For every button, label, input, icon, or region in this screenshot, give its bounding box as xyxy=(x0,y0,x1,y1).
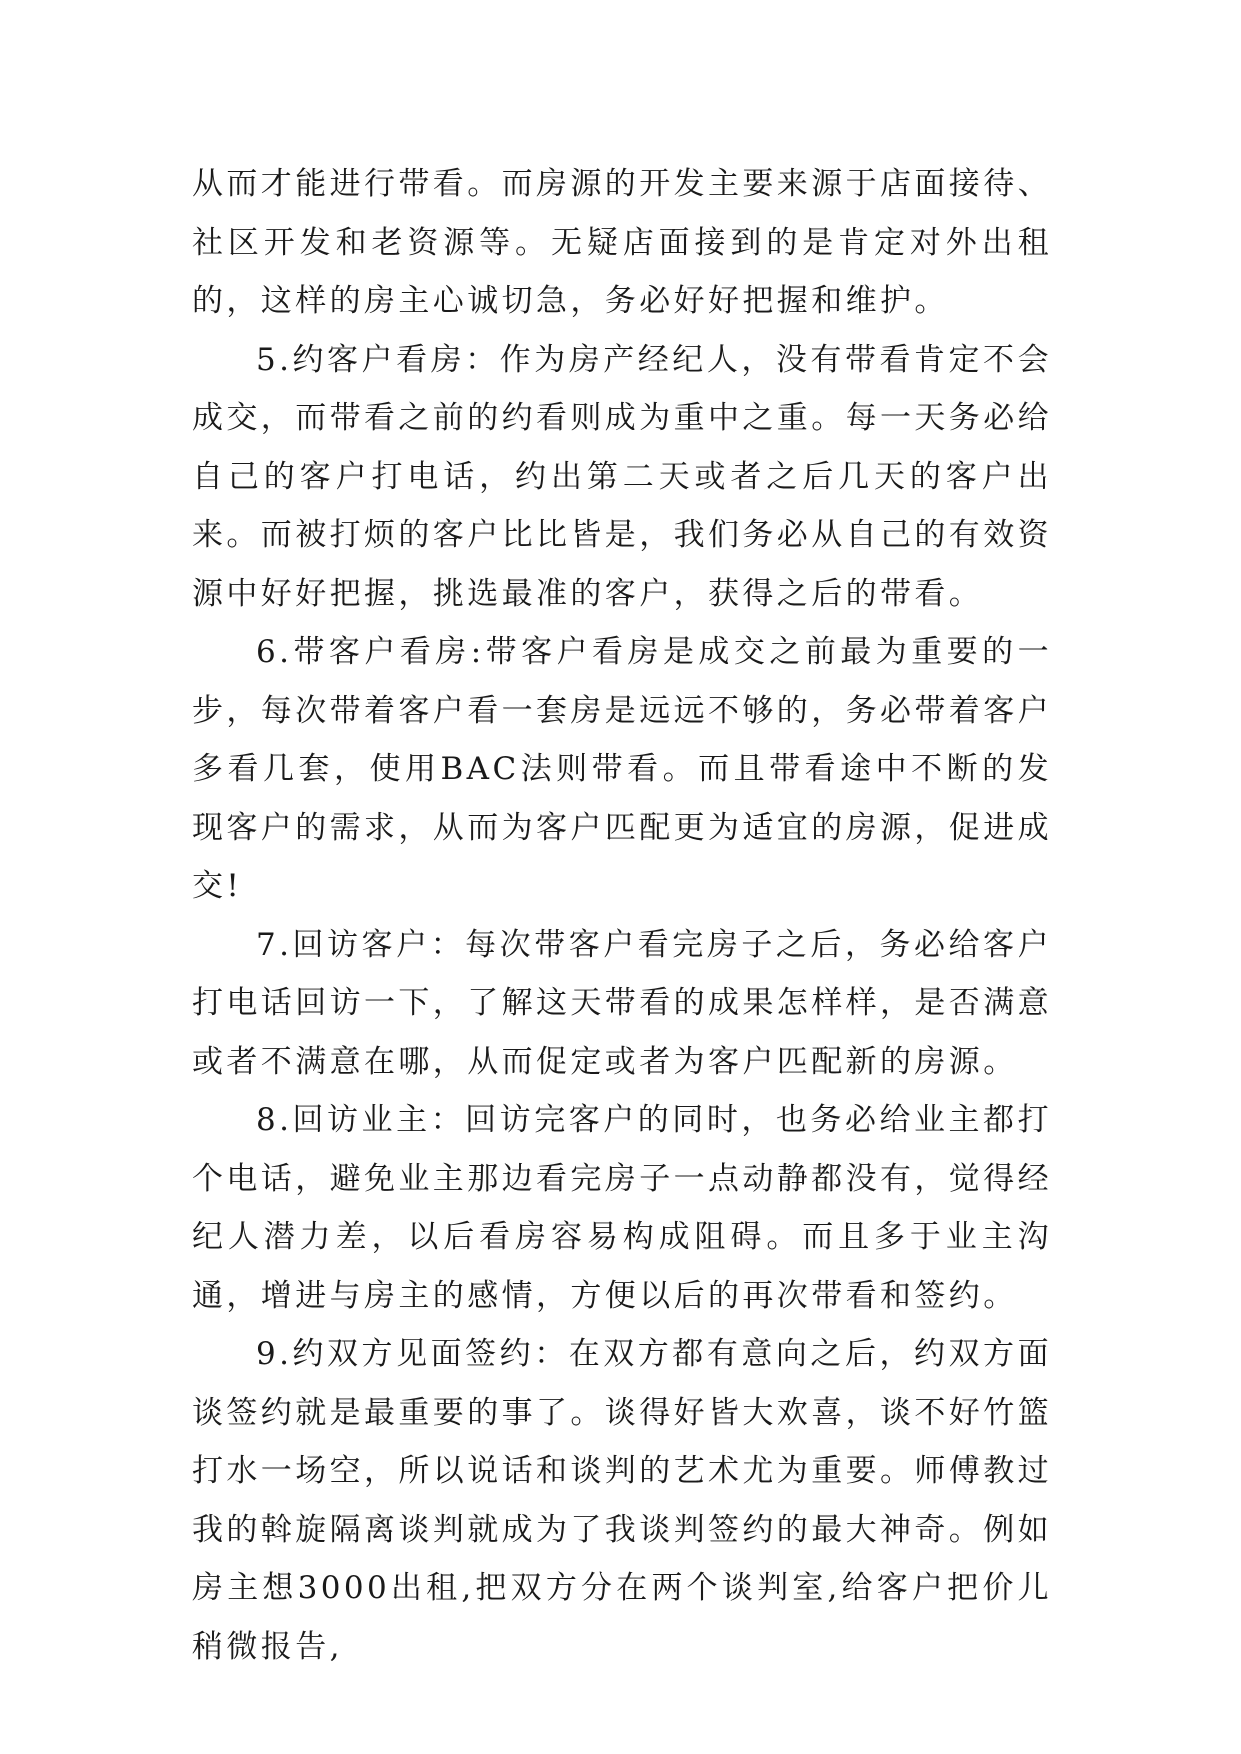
paragraph-item-7: 7.回访客户：每次带客户看完房子之后，务必给客户打电话回访一下，了解这天带看的成果怎样样，是否满意或者不满意在哪，从而促定或者为客户匹配新的房源。 xyxy=(192,926,1052,1080)
paragraph-item-6: 6.带客户看房:带客户看房是成交之前最为重要的一步，每次带着客户看一套房是远远不够的，务必带着客户多看几套，使用BAC法则带看。而且带看途中不断的发现客户的需求，从而为客户匹配更为适宜的房源，促进成交! xyxy=(192,634,1052,904)
paragraph-item-8: 8.回访业主：回访完客户的同时，也务必给业主都打个电话，避免业主那边看完房子一点动静都没有，觉得经纪人潜力差，以后看房容易构成阻碍。而且多于业主沟通，增进与房主的感情，方便以后的再次带看和签约。 xyxy=(192,1102,1052,1314)
document-body xyxy=(192,155,1052,1676)
paragraph-continuation: 从而才能进行带看。而房源的开发主要来源于店面接待、社区开发和老资源等。无疑店面接到的是肯定对外出租的，这样的房主心诚切急，务必好好把握和维护。 xyxy=(192,166,1052,319)
paragraph-item-5: 5.约客户看房：作为房产经纪人，没有带看肯定不会成交，而带看之前的约看则成为重中之重。每一天务必给自己的客户打电话，约出第二天或者之后几天的客户出来。而被打烦的客户比比皆是，我们务必从自己的有效资源中好好把握，挑选最准的客户，获得之后的带看。 xyxy=(192,341,1052,612)
paragraph-item-9: 9.约双方见面签约：在双方都有意向之后，约双方面谈签约就是最重要的事了。谈得好皆大欢喜，谈不好竹篮打水一场空，所以说话和谈判的艺术尤为重要。师傅教过我的斡旋隔离谈判就成为了我谈判签约的最大神奇。例如房主想3000出租,把双方分在两个谈判室,给客户把价儿稍微报告, xyxy=(192,1336,1052,1665)
